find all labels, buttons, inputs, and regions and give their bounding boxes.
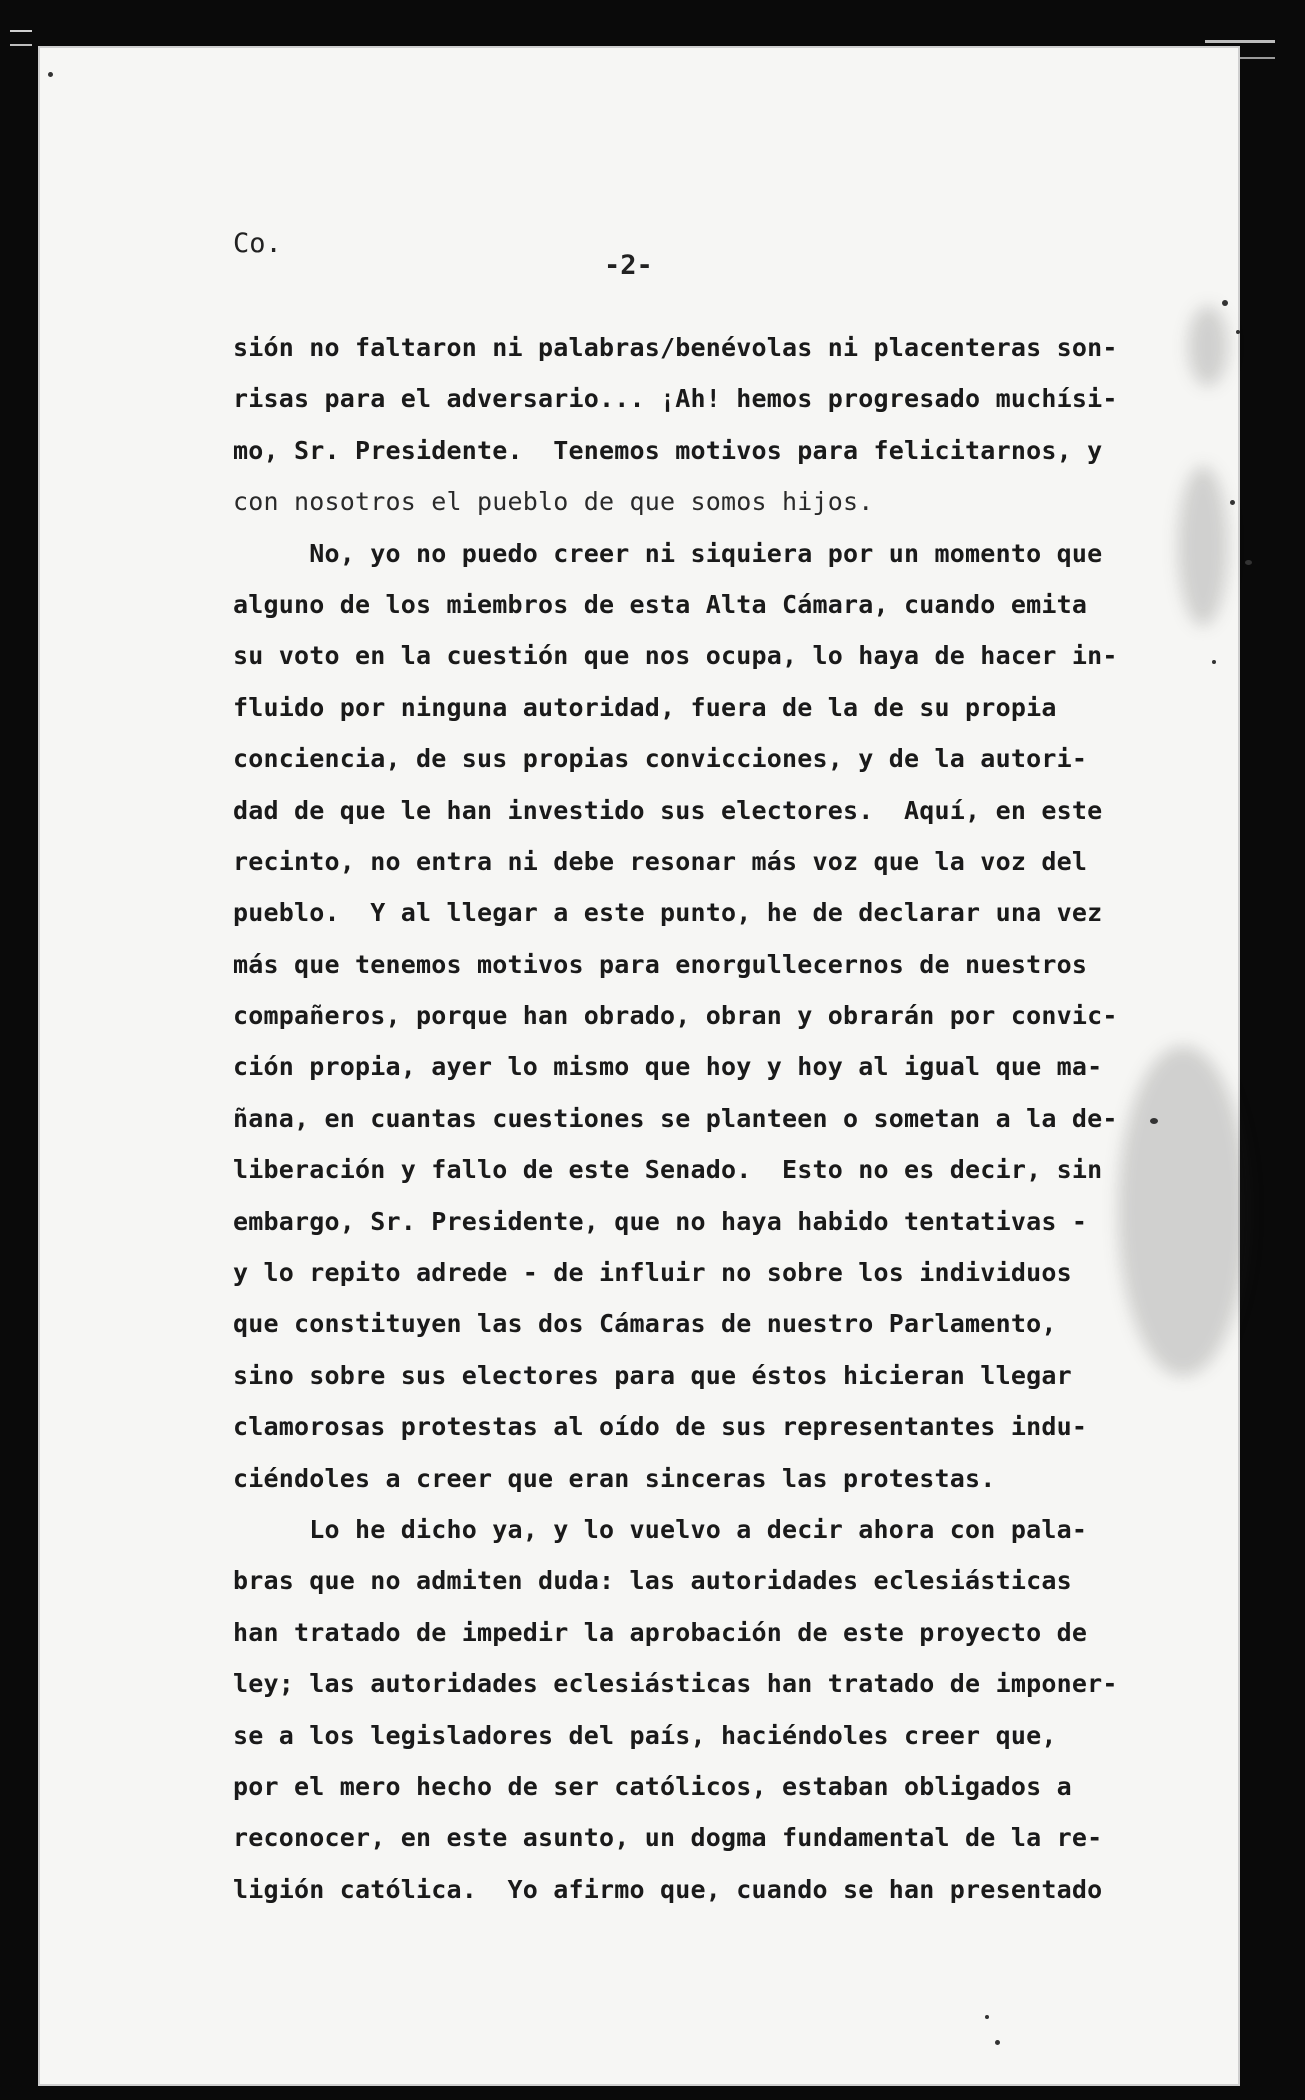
text-line: conciencia, de sus propias convicciones, y de la autori- [233, 744, 1088, 774]
speck [1222, 300, 1228, 306]
text-line: ñana, en cuantas cuestiones se planteen o sometan a la de- [233, 1103, 1118, 1133]
text-line: dad de que le han investido sus electores. Aquí, en este [233, 795, 1103, 825]
text-line: por el mero hecho de ser católicos, estaban obligados a [233, 1771, 1072, 1801]
text-line: embargo, Sr. Presidente, que no haya habido tentativas - [233, 1206, 1088, 1236]
speck [48, 72, 53, 77]
text-line: bras que no admiten duda: las autoridades eclesiásticas [233, 1566, 1072, 1596]
text-line: ley; las autoridades eclesiásticas han tratado de imponer- [233, 1669, 1118, 1699]
page-number: -2- [604, 250, 653, 281]
speck [1212, 660, 1216, 664]
ink-smudge [1178, 466, 1228, 626]
ink-smudge [1188, 306, 1228, 386]
text-line: compañeros, porque han obrado, obran y obrarán por convic- [233, 1001, 1118, 1031]
text-line: liberación y fallo de este Senado. Esto no es decir, sin [233, 1155, 1103, 1185]
ink-smudge [1118, 1046, 1248, 1376]
speck [1150, 1118, 1158, 1124]
text-line: pueblo. Y al llegar a este punto, he de declarar una vez [233, 898, 1103, 928]
speck [995, 2040, 1000, 2045]
text-line: clamorosas protestas al oído de sus representantes indu- [233, 1412, 1088, 1442]
text-line: recinto, no entra ni debe resonar más voz que la voz del [233, 846, 1088, 876]
text-line: sión no faltaron ni palabras/benévolas ni placenteras son- [233, 333, 1118, 362]
text-line: risas para el adversario... ¡Ah! hemos progresado muchísi- [233, 384, 1118, 414]
text-line: ciéndoles a creer que eran sinceras las protestas. [233, 1463, 996, 1493]
text-line: han tratado de impedir la aprobación de este proyecto de [233, 1617, 1088, 1647]
text-line: y lo repito adrede - de influir no sobre los individuos [233, 1258, 1072, 1288]
text-line: mo, Sr. Presidente. Tenemos motivos para felicitarnos, y [233, 435, 1103, 465]
text-line: reconocer, en este asunto, un dogma fundamental de la re- [233, 1823, 1103, 1853]
text-line: se a los legisladores del país, haciéndoles creer que, [233, 1720, 1057, 1750]
body-text [233, 322, 1133, 1915]
text-line: Lo he dicho ya, y lo vuelvo a decir ahora con pala- [233, 1514, 1088, 1544]
text-line: más que tenemos motivos para enorgullecernos de nuestros [233, 949, 1088, 979]
text-line: sino sobre sus electores para que éstos hicieran llegar [233, 1360, 1072, 1390]
speck [1236, 330, 1240, 334]
text-line: con nosotros el pueblo de que somos hijos. [233, 487, 874, 517]
speck [985, 2015, 989, 2019]
text-line: fluido por ninguna autoridad, fuera de la de su propia [233, 692, 1057, 722]
scan-corner-mark [10, 30, 32, 46]
text-line: ción propia, ayer lo mismo que hoy y hoy al igual que ma- [233, 1052, 1103, 1082]
text-line: ligión católica. Yo afirmo que, cuando se han presentado [233, 1874, 1103, 1904]
document-prefix: Co. [233, 228, 282, 259]
text-line: alguno de los miembros de esta Alta Cámara, cuando emita [233, 589, 1088, 619]
speck [1230, 500, 1235, 505]
text-line: No, yo no puedo creer ni siquiera por un momento que [233, 538, 1103, 568]
text-line: su voto en la cuestión que nos ocupa, lo haya de hacer in- [233, 641, 1118, 671]
text-line: que constituyen las dos Cámaras de nuestro Parlamento, [233, 1309, 1057, 1339]
speck [1245, 560, 1252, 565]
